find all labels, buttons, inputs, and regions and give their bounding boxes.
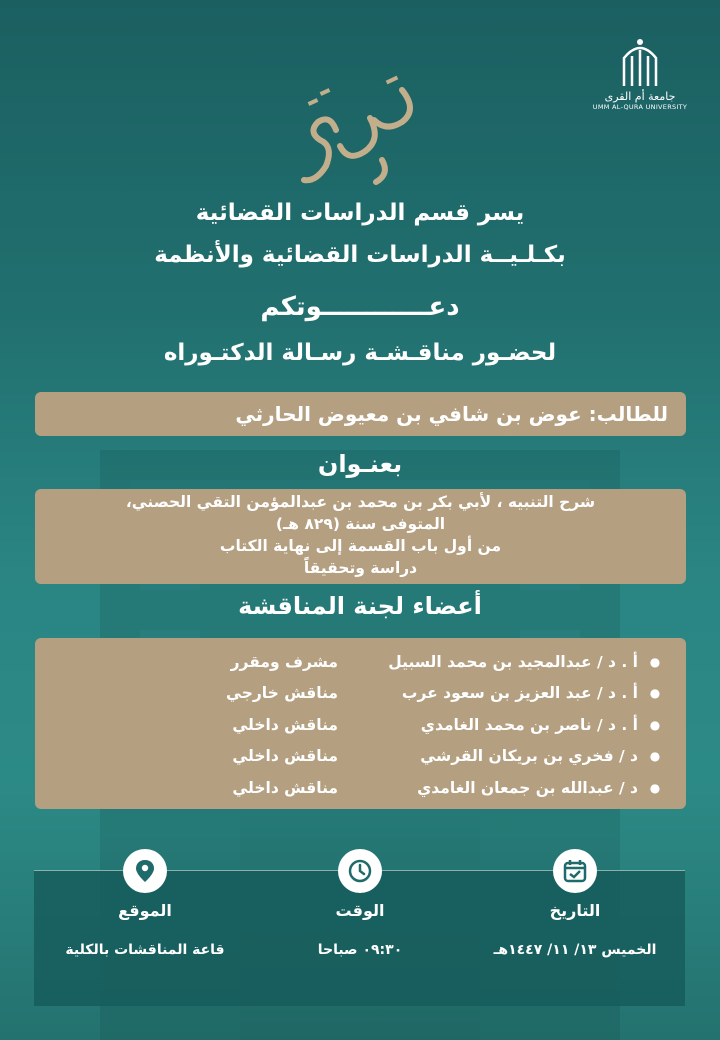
thesis-line-2: المتوفى سنة (٨٢٩ هـ)	[275, 515, 446, 533]
member-role: مناقش داخلي	[232, 715, 338, 734]
thesis-line-4: دراسة وتحقيقاً	[303, 559, 418, 577]
location-info	[45, 871, 245, 958]
member-role: مشرف ومقرر	[230, 652, 338, 671]
member-role: مناقش داخلي	[232, 747, 338, 766]
location-value: قاعة المناقشات بالكلية	[65, 942, 225, 958]
student-name-box: للطالب: عوض بن شافي بن معيوض الحارثي	[35, 392, 686, 436]
defense-line: لحضـور مناقـشـة رسـالة الدكتـوراه	[163, 340, 557, 366]
committee-row	[49, 678, 672, 710]
member-role: مناقش خارجي	[226, 684, 338, 703]
event-info-panel	[34, 870, 685, 1006]
bullet-icon: ●	[649, 780, 661, 795]
member-name: د / فخري بن بريكان القرشي	[420, 747, 638, 766]
committee-row	[49, 709, 672, 741]
committee-list	[35, 638, 686, 809]
thesis-title-heading: بعنـوان	[317, 450, 403, 478]
clock-icon	[338, 849, 382, 893]
committee-row	[49, 646, 672, 678]
thesis-line-3: من أول باب القسمة إلى نهاية الكتاب	[219, 537, 502, 555]
kaaba-logo-icon	[620, 36, 660, 88]
member-role: مناقش داخلي	[232, 778, 338, 797]
logo-english-name: UMM AL-QURA UNIVERSITY	[592, 103, 688, 111]
date-info	[475, 871, 675, 958]
calendar-icon	[553, 849, 597, 893]
committee-row	[49, 741, 672, 773]
member-name: أ . د / عبدالمجيد بن محمد السبيل	[388, 652, 638, 671]
location-label: الموقع	[118, 901, 172, 920]
committee-heading: أعضاء لجنة المناقشة	[238, 592, 482, 620]
bullet-icon: ●	[649, 717, 661, 732]
committee-row	[49, 772, 672, 804]
member-name: أ . د / عبد العزيز بن سعود عرب	[401, 684, 638, 703]
invitation-calligraphy	[290, 70, 430, 190]
thesis-line-1: شرح التنبيه ، لأبي بكر بن محمد بن عبدالمؤمن التقي الحصني،	[125, 493, 596, 511]
thesis-title-box	[35, 489, 686, 584]
time-label: الوقت	[335, 901, 385, 920]
time-info	[260, 871, 460, 958]
member-name: أ . د / ناصر بن محمد الغامدي	[420, 715, 638, 734]
bullet-icon: ●	[649, 686, 661, 701]
department-line: يسر قسم الدراسات القضائية	[195, 200, 525, 226]
bullet-icon: ●	[649, 654, 661, 669]
member-name: د / عبدالله بن جمعان الغامدي	[417, 778, 638, 797]
invite-line: دعــــــــــــوتكم	[260, 292, 460, 322]
university-logo	[590, 36, 690, 111]
time-value: ٠٩:٣٠ صباحا	[317, 942, 403, 958]
date-label: التاريخ	[549, 901, 601, 920]
bullet-icon: ●	[649, 749, 661, 764]
college-line: بكـلـيــة الدراسات القضائية والأنظمة	[154, 242, 566, 268]
location-pin-icon	[123, 849, 167, 893]
date-value: الخميس ١٣/ ١١/ ١٤٤٧هـ	[493, 942, 657, 958]
logo-arabic-name: جامعة أم القرى	[604, 90, 676, 103]
